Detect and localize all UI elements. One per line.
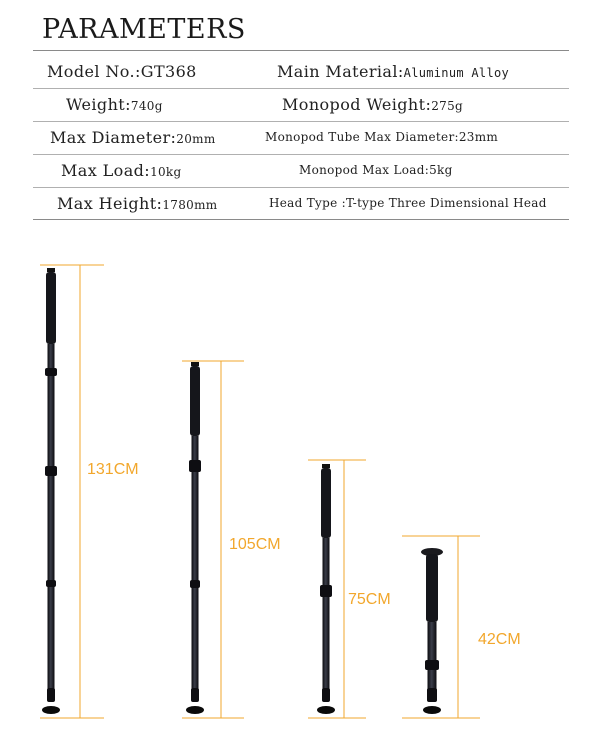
monopod-foot xyxy=(317,706,335,714)
param-value: 23mm xyxy=(458,130,499,144)
param-row-height xyxy=(33,187,569,220)
measurement-label-75: 75CM xyxy=(348,591,391,608)
monopod-42cm xyxy=(402,536,521,718)
leg-lock xyxy=(46,580,56,587)
param-model xyxy=(47,55,197,88)
table-bottom-rule xyxy=(33,219,569,220)
monopod-size-figure xyxy=(0,240,600,743)
param-max-diameter xyxy=(50,121,216,154)
param-value: 740g xyxy=(130,99,163,113)
param-label: Weight: xyxy=(66,95,131,114)
title-divider xyxy=(33,50,569,51)
leg-lock xyxy=(425,660,439,670)
leg-lock xyxy=(45,466,57,476)
param-row-weight xyxy=(33,88,569,121)
leg-lock xyxy=(189,460,201,472)
leg-lock xyxy=(320,585,332,597)
param-value: Aluminum Alloy xyxy=(403,66,510,80)
monopod-tube xyxy=(192,436,199,698)
monopod-foot xyxy=(191,688,199,702)
param-value: 1780mm xyxy=(162,198,218,212)
measurement-label-105: 105CM xyxy=(229,536,281,553)
page-title: PARAMETERS xyxy=(42,14,246,45)
leg-lock xyxy=(190,580,200,588)
monopod-tube xyxy=(323,538,330,698)
monopod-foot xyxy=(42,706,60,714)
monopod-foot xyxy=(47,688,55,702)
monopod-tube xyxy=(48,344,55,700)
param-value: 275g xyxy=(431,99,464,113)
param-label: Model No.: xyxy=(47,62,141,81)
param-row-diameter xyxy=(33,121,569,154)
param-max-height xyxy=(57,187,217,220)
param-value: T-type Three Dimensional Head xyxy=(345,196,547,210)
param-value: GT368 xyxy=(140,62,197,81)
monopod-cap xyxy=(191,362,199,366)
param-value: 5kg xyxy=(429,163,453,177)
monopod-foot xyxy=(186,706,204,714)
monopod-grip xyxy=(46,272,56,344)
param-row-model xyxy=(33,55,569,88)
param-label: Max Load: xyxy=(61,161,151,180)
param-head-type xyxy=(269,187,547,220)
param-tube-diameter xyxy=(265,121,498,154)
monopod-foot xyxy=(423,706,441,714)
monopod-131cm xyxy=(40,265,139,718)
monopod-grip xyxy=(321,468,331,538)
param-material xyxy=(277,55,509,88)
param-label: Monopod Tube Max Diameter: xyxy=(265,130,459,144)
param-monopod-load xyxy=(299,154,453,187)
measure-line-75 xyxy=(308,460,366,718)
param-value: 20mm xyxy=(176,132,216,146)
param-label: Main Material: xyxy=(277,62,404,81)
monopod-75cm xyxy=(308,460,391,718)
monopod-grip xyxy=(426,554,438,622)
monopod-cap xyxy=(47,268,55,272)
param-label: Monopod Weight: xyxy=(282,95,432,114)
param-label: Monopod Max Load: xyxy=(299,163,430,177)
param-label: Head Type : xyxy=(269,196,346,210)
monopod-foot xyxy=(427,688,437,702)
param-value: 10kg xyxy=(150,165,182,179)
param-monopod-weight xyxy=(282,88,463,121)
measurement-label-131: 131CM xyxy=(87,461,139,478)
param-weight xyxy=(66,88,163,121)
param-label: Max Height: xyxy=(57,194,163,213)
param-label: Max Diameter: xyxy=(50,128,177,147)
measure-line-42 xyxy=(402,536,480,718)
monopod-foot xyxy=(322,688,330,702)
param-row-load xyxy=(33,154,569,187)
leg-lock xyxy=(45,368,57,376)
monopod-105cm xyxy=(182,361,281,718)
monopod-grip xyxy=(190,366,200,436)
monopod-cap xyxy=(322,464,330,468)
param-max-load xyxy=(61,154,182,187)
measurement-label-42: 42CM xyxy=(478,631,521,648)
